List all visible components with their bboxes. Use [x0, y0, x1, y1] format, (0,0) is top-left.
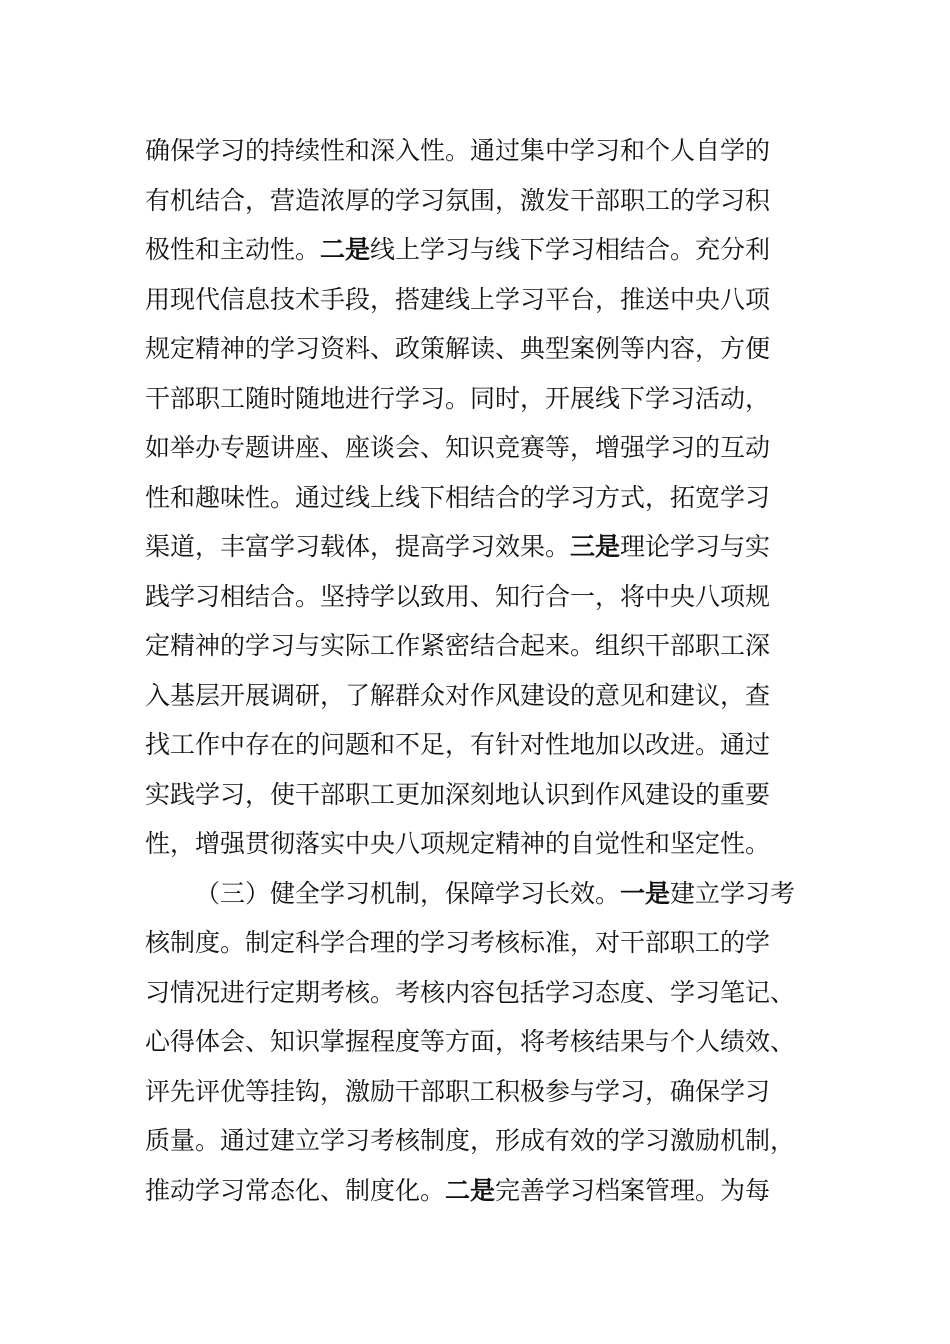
text-segment: 理论学习与实	[620, 532, 771, 561]
text-segment: 如举办专题讲座、座谈会、知识竞赛等，增强学习的互动	[145, 433, 771, 462]
text-line	[145, 275, 815, 325]
text-segment: 线上学习与线下学习相结合。充分利	[370, 235, 771, 264]
text-segment: 习情况进行定期考核。考核内容包括学习态度、学习笔记、	[145, 977, 796, 1007]
text-segment: 规定精神的学习资料、政策解读、典型案例等内容，方便	[145, 334, 771, 363]
text-segment: 完善学习档案管理。为每	[495, 1175, 771, 1205]
text-segment: （三）健全学习机制，保障学习长效。	[195, 878, 621, 908]
text-segment: 核制度。制定科学合理的学习考核标准，对干部职工的学	[145, 928, 771, 957]
emphasis-text: 二是	[445, 1175, 496, 1205]
text-segment: 定精神的学习与实际工作紧密结合起来。组织干部职工深	[145, 631, 771, 660]
text-line	[145, 423, 815, 473]
text-line	[145, 869, 815, 919]
text-line	[145, 720, 815, 770]
text-segment: 确保学习的持续性和深入性。通过集中学习和个人自学的	[145, 136, 771, 165]
text-line	[145, 621, 815, 671]
body-text	[145, 126, 815, 1215]
emphasis-text: 三是	[570, 532, 621, 561]
text-line	[145, 918, 815, 968]
text-segment: 找工作中存在的问题和不足，有针对性地加以改进。通过	[145, 730, 771, 759]
text-segment: 心得体会、知识掌握程度等方面，将考核结果与个人绩效、	[145, 1027, 796, 1056]
text-segment: 评先评优等挂钩，激励干部职工积极参与学习，确保学习	[145, 1076, 771, 1106]
text-line	[145, 770, 815, 820]
text-segment: 干部职工随时随地进行学习。同时，开展线下学习活动，	[145, 383, 771, 413]
text-line	[145, 225, 815, 275]
text-line	[145, 126, 815, 176]
text-line	[145, 1067, 815, 1117]
emphasis-text: 二是	[320, 235, 371, 264]
text-line	[145, 968, 815, 1018]
text-line	[145, 1017, 815, 1067]
text-line	[145, 324, 815, 374]
text-segment: 实践学习，使干部职工更加深刻地认识到作风建设的重要	[145, 779, 771, 809]
text-line	[145, 671, 815, 721]
text-line	[145, 473, 815, 523]
text-segment: 有机结合，营造浓厚的学习氛围，激发干部职工的学习积	[145, 185, 771, 215]
text-segment: 质量。通过建立学习考核制度，形成有效的学习激励机制，	[145, 1126, 796, 1155]
text-line	[145, 374, 815, 424]
text-segment: 用现代信息技术手段，搭建线上学习平台，推送中央八项	[145, 284, 771, 314]
text-segment: 入基层开展调研，了解群众对作风建设的意见和建议，查	[145, 680, 771, 710]
emphasis-text: 一是	[620, 878, 671, 908]
text-segment: 渠道，丰富学习载体，提高学习效果。	[145, 532, 571, 561]
text-segment: 极性和主动性。	[145, 235, 321, 264]
text-segment: 性和趣味性。通过线上线下相结合的学习方式，拓宽学习	[145, 482, 771, 512]
text-segment: 践学习相结合。坚持学以致用、知行合一，将中央八项规	[145, 581, 771, 611]
text-line	[145, 522, 815, 572]
text-line	[145, 1166, 815, 1216]
text-segment: 性，增强贯彻落实中央八项规定精神的自觉性和坚定性。	[145, 829, 771, 858]
text-line	[145, 1116, 815, 1166]
text-segment: 推动学习常态化、制度化。	[145, 1175, 446, 1205]
text-line	[145, 819, 815, 869]
text-segment: 建立学习考	[670, 878, 796, 908]
text-line	[145, 572, 815, 622]
text-line	[145, 176, 815, 226]
